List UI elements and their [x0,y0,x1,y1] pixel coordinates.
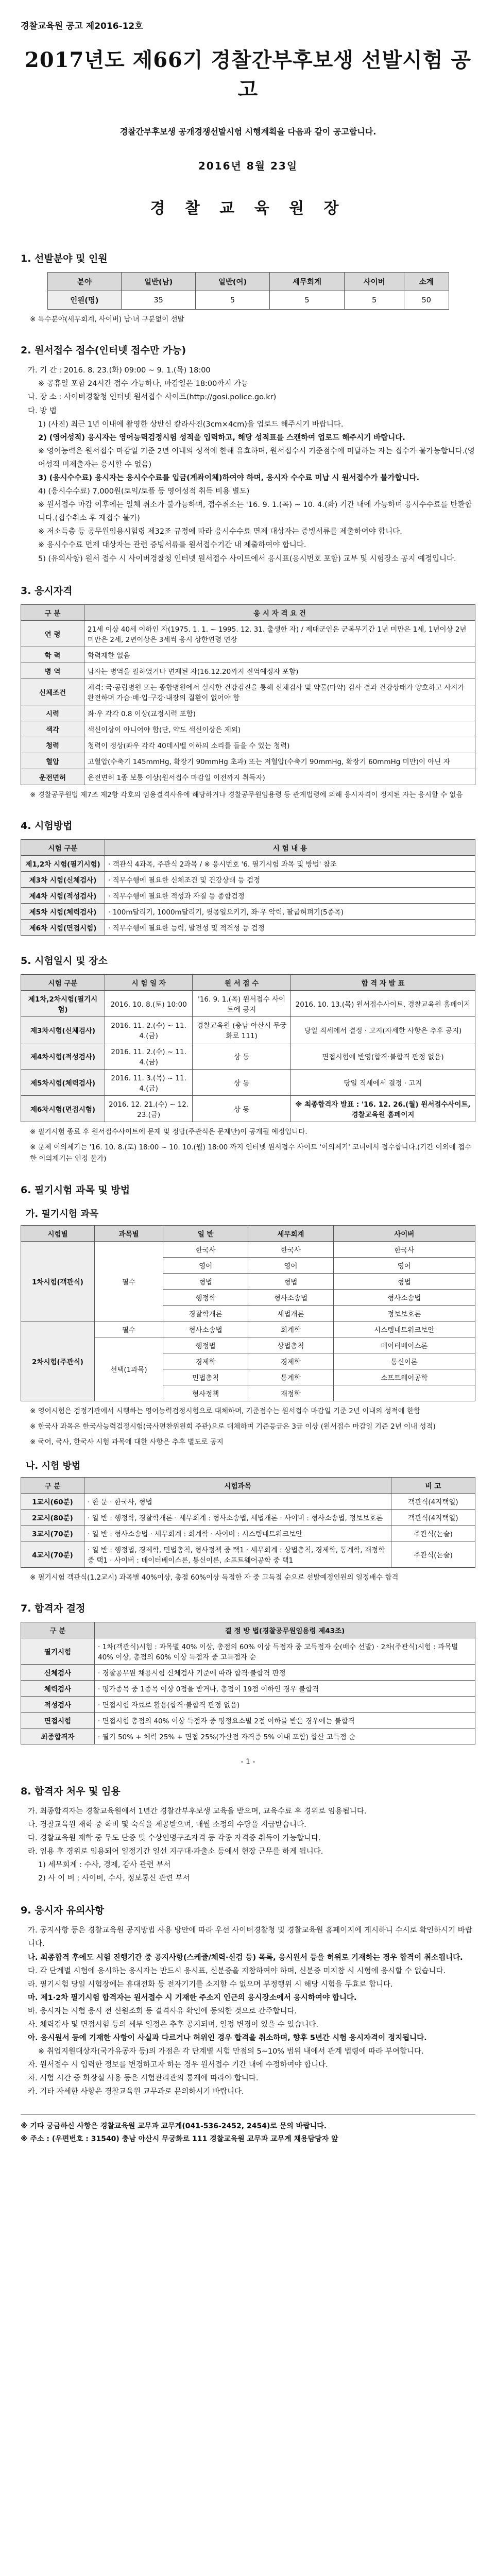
table-cell: 상 동 [193,1069,291,1095]
table-header: 소계 [404,273,449,291]
text-line: 다. 각 단계별 시험에 응시하는 응시자는 반드시 응시표, 신분증을 지참하여야 하며, 신분증 미지참 시 시험에 응시할 수 없습니다. [28,1967,446,1975]
table-cell: · 객관식 4과목, 주관식 2과목 / ※ 응시번호 '6. 필기시험 과목 및 방법' 참조 [105,855,475,871]
table-cell: 영어 [248,1257,333,1273]
text-line: 4) (응시수수료) 7,000원(토익/토플 등 영어성적 취득 비용 별도) [38,487,250,496]
table-cell: 제5차시험(체력검사) [21,1069,105,1095]
contact-footer [21,2114,475,2146]
table-header: 합 격 자 발 표 [290,974,475,990]
table-header: 사이버 [345,273,404,291]
section-1-title: 1. 선발분야 및 인원 [21,253,108,264]
table-header: 세무회계 [269,273,344,291]
eligibility-table [21,604,475,785]
table-cell: 당일 직세에서 결정 · 고지 [290,1069,475,1095]
table-header: 시 험 일 자 [105,974,193,990]
text-line: 나. 경찰교육원 재학 중 학비 및 숙식을 제공받으며, 매월 소정의 수당을 지급받습니다. [28,1820,306,1829]
table-cell: 제4차시험(적성검사) [21,1043,105,1069]
table-cell: 2016. 11. 2.(수) ~ 11. 4.(금) [105,1043,193,1069]
table-header: 세무회계 [248,1225,333,1241]
table-cell: 형법 [163,1273,248,1289]
text-line: ※ 응시수수료 면제 대상자는 관련 증빙서류를 원서접수기간 내 제출하여야 합니다. [38,541,306,550]
table-cell: 2016. 10. 8.(토) 10:00 [105,990,193,1016]
text-line: 자. 원서접수 시 입력한 정보를 변경하고자 하는 경우 원서접수 기간 내에 수정하여야 합니다. [28,2061,328,2070]
table-cell: 2차시험(주관식) [21,1321,95,1401]
text-line: 라. 임용 후 경위로 임용되어 일정기간 일선 지구대·파출소 등에서 현장 근무를 하게 됩니다. [28,1848,323,1856]
table-cell: 혈압 [21,753,84,769]
text-line: 2) (영어성적) 응시자는 영어능력검정시험 성적을 입력하고, 해당 성적표를 스캔하여 업로드 해주시기 바랍니다. [38,433,405,442]
table-cell: 형사소송법 [163,1321,248,1337]
table-cell: 면접시험에 반영(합격·불합격 판정 없음) [290,1043,475,1069]
table-cell: 청력이 정상(좌우 각각 40데시벨 이하의 소리를 들을 수 있는 청력) [84,737,475,753]
table-header: 비 고 [391,1477,475,1493]
contact-line: ※ 기타 궁금하신 사항은 경찰교육원 교무과 교무계(041-536-2452, 2454)로 문의 바랍니다. [21,2122,327,2130]
table-cell: 제3차시험(신체검사) [21,1016,105,1043]
table-header: 시험 구분 [21,839,105,855]
text-line: 2) 사 이 버 : 사이버, 수사, 정보통신 관련 부서 [38,1874,190,1883]
table-cell: 상 동 [193,1043,291,1069]
text-line: 마. 제1·2차 필기시험 합격자는 원서접수 시 기재한 주소지 인근의 응시장소에서 응시하여야 합니다. [28,1993,357,2002]
table-cell: '16. 9. 1.(목) 원서접수 사이트에 공지 [193,990,291,1016]
table-cell: 4교시(70분) [21,1541,84,1567]
page-number: - 1 - [241,1757,255,1766]
notice-date: 2016년 8월 23일 [198,160,298,172]
section-note: ※ 문제 이의제기는 '16. 10. 8.(토) 18:00 ~ 10. 10.(월) 18:00 까지 인터넷 원서접수 사이트 '이의제기' 코너에서 접수합니다.(기간 이외에 접수한 이의제기는 인정 불가) [30,1143,472,1163]
table-cell: 선택(1과목) [95,1337,163,1401]
table-header: 일반(남) [122,273,196,291]
section-8-title: 8. 합격자 처우 및 임용 [21,1785,121,1797]
table-cell: 필수 [95,1321,163,1337]
table-cell: 35 [122,291,196,310]
table-cell: 5 [269,291,344,310]
table-cell: 학력제한 없음 [84,647,475,663]
exam-method-table [21,839,475,936]
table-cell: 정보보호론 [333,1305,475,1321]
section-2-title: 2. 원서접수 접수(인터넷 접수만 가능) [21,345,186,357]
table-cell: 행정학 [163,1289,248,1305]
table-cell: 형사소송법 [248,1289,333,1305]
section-note: ※ 영어시험은 검정기관에서 시행하는 영어능력검정시험으로 대체하며, 기준점수는 원서접수 마감일 기준 2년 이내의 성적에 한함 [30,1406,421,1415]
text-line: 아. 응시원서 등에 기재한 사항이 사실과 다르거나 허위인 경우 합격을 취소하며, 향후 5년간 시험 응시자격이 정지됩니다. [28,2034,427,2043]
table-cell: · 1차(객관식)시험 : 과목별 40% 이상, 총점의 60% 이상 득점자 중 고득점자 순(배수 선발) · 2차(주관식)시험 : 과목별 40% 이상, 총점의 60% 이상 득점자 중 고득점자 순 [95,1638,475,1664]
text-line: 가. 공지사항 등은 경찰교육원 공지방법 사용 방안에 따라 우선 사이버경찰청 및 경찰교육원 홈페이지에 게시하니 수시로 확인하시기 바랍니다. [28,1926,472,1948]
table-cell: 소프트웨어공학 [333,1369,475,1385]
table-cell: 남자는 병역을 필하였거나 면제된 자(16.12.20까지 전역예정자 포함) [84,663,475,679]
table-cell: 한국사 [163,1241,248,1257]
table-cell: 제5차 시험(체력검사) [21,903,105,919]
table-cell: 병 역 [21,663,84,679]
table-header: 시험별 [21,1225,95,1241]
table-cell: 운전면허 1종 보통 이상(원서접수 마감일 이전까지 취득자) [84,769,475,785]
table-cell: 학 력 [21,647,84,663]
table-cell: 민법총칙 [163,1369,248,1385]
section-7-title: 7. 합격자 결정 [21,1602,85,1614]
table-cell: 경제학 [163,1353,248,1369]
section-6-title: 6. 필기시험 과목 및 방법 [21,1184,130,1196]
text-line: 가. 기 간 : 2016. 8. 23.(화) 09:00 ~ 9. 1.(목) 18:00 [28,366,211,375]
table-cell: 형사정책 [163,1385,248,1401]
table-cell: 영어 [333,1257,475,1273]
text-line: 바. 응시자는 시험 응시 전 신원조회 등 결격사유 확인에 동의한 것으로 간주합니다. [28,2007,297,2015]
table-cell: 운전면허 [21,769,84,785]
table-header: 일반(여) [196,273,270,291]
table-header: 사이버 [333,1225,475,1241]
section-note: ※ 필기시험 객관식(1,2교시) 과목별 40%이상, 총점 60%이상 득점한 자 중 고득점 순으로 선발예정인원의 일정배수 합격 [30,1573,399,1582]
text-line: 차. 시험 시간 중 화장실 사용 등은 시험관리관의 통제에 따라야 합니다. [28,2074,259,2083]
table-cell: 필수 [95,1241,163,1321]
table-header: 구 분 [21,1622,95,1638]
section-9-title: 9. 응시자 유의사항 [21,1905,105,1917]
table-cell: 시스템네트워크보안 [333,1321,475,1337]
subsection-title: 나. 시험 방법 [26,1460,81,1471]
table-cell: · 필기 50% + 체력 25% + 면접 25%(가산점 자격증 5% 이내 포함) 합산 고득점 순 [95,1728,475,1744]
table-header: 응 시 자 격 요 건 [84,604,475,620]
text-line: 1) (사진) 최근 1년 이내에 촬영한 상반신 칼라사진(3cm×4cm)을 업로드 해주시기 바랍니다. [38,420,344,429]
table-cell: 21세 이상 40세 이하인 자(1975. 1. 1. ~ 1995. 12. 31. 출생한 자) / 제대군인은 군복무기간 1년 미만은 1세, 1년이상 2년미만은 2세, 2년이상은 3세씩 응시 상한연령 연장 [84,620,475,647]
table-cell: 객관식(4지택일) [391,1509,475,1525]
text-line: 5) (유의사항) 원서 접수 시 사이버경찰청 인터넷 원서접수 사이트에서 응시표(응시번호 포함) 교부 및 시험장소 공지 예정입니다. [38,554,456,563]
issuing-agency: 경 찰 교 육 원 장 [150,199,346,217]
table-cell: 필기시험 [21,1638,95,1664]
text-line: ※ 저소득층 등 공무원임용시험령 제32조 규정에 따라 응시수수료 면제 대상자는 증빙서류를 제출하여야 합니다. [38,528,402,536]
text-line: 3) (응시수수료) 응시자는 응시수수료를 입금(계좌이체)하여야 하며, 응시자 수수료 미납 시 원서접수가 불가합니다. [38,474,420,483]
address-line: ※ 주소 : (우편번호 : 31540) 충남 아산시 무궁화로 111 경찰교육원 교무과 교무계 채용담당자 앞 [21,2134,338,2143]
recruit-table [47,272,449,310]
table-cell: 제1차,2차시험(필기시험) [21,990,105,1016]
text-line: ※ 원서접수 마감 이후에는 일체 취소가 불가능하며, 접수취소는 '16. 9. 1.(목) ~ 10. 4.(화) 기간 내에 가능하며 응시수수료를 반환합니다.(접수취소 후 재접수 불가) [38,501,472,523]
table-cell: 상법총칙 [248,1337,333,1353]
table-cell: 경제학 [248,1353,333,1369]
table-cell: 제1,2차 시험(필기시험) [21,855,105,871]
table-header: 시험과목 [84,1477,391,1493]
table-cell: 시력 [21,705,84,721]
table-cell: · 직무수행에 필요한 적성과 자질 등 종합검정 [105,887,475,903]
section-note: ※ 특수분야(세무회계, 사이버) 남·녀 구분없이 선발 [30,315,184,324]
section-4-title: 4. 시험방법 [21,820,73,832]
table-cell: 재정학 [248,1385,333,1401]
text-line: 카. 기타 자세한 사항은 경찰교육원 교무과로 문의하시기 바랍니다. [28,2088,244,2096]
table-cell: 적성검사 [21,1696,95,1712]
table-cell: 면접시험 [21,1712,95,1728]
table-cell: · 평가종목 중 1종목 이상 0점을 받거나, 총점이 19점 이하인 경우 불합격 [95,1680,475,1696]
table-cell: 최종합격자 [21,1728,95,1744]
section-5-title: 5. 시험일시 및 장소 [21,955,108,967]
notice-number: 경찰교육원 공고 제2016-12호 [21,21,143,31]
table-cell: 제6차 시험(면접시험) [21,919,105,935]
table-cell: 당일 직세에서 결정 · 고지(자세한 사항은 추후 공지) [290,1016,475,1043]
subsection-title: 가. 필기시험 과목 [26,1208,99,1219]
schedule-table [21,974,475,1122]
text-line: 다. 경찰교육원 재학 중 무도 단증 및 수상인명구조자격 등 각종 자격증 취득이 가능합니다. [28,1834,321,1842]
subjects-table [21,1225,475,1401]
table-cell: 5 [345,291,404,310]
table-header: 구 분 [21,1477,84,1493]
table-cell: 연 령 [21,620,84,647]
table-cell: · 한 문 · 한국사, 형법 [84,1493,391,1509]
table-cell: 회계학 [248,1321,333,1337]
table-cell: 고혈압(수축기 145mmHg, 확장기 90mmHg 초과) 또는 저혈압(수축기 90mmHg, 확장기 60mmHg 미만)이 아닌 자 [84,753,475,769]
text-line: 사. 체력검사 및 면접시험 등의 세부 일정은 추후 공지되며, 일정 변경이 있을 수 있습니다. [28,2021,318,2029]
table-cell: · 100m달리기, 1000m달리기, 윗몸일으키기, 좌·우 악력, 팔굽혀펴기(5종목) [105,903,475,919]
table-cell: · 면접시험 자료로 활용(합격·불합격 판정 없음) [95,1696,475,1712]
table-cell: 청력 [21,737,84,753]
table-cell: 형사소송법 [333,1289,475,1305]
table-cell: 형법 [248,1273,333,1289]
section-note: ※ 한국사 과목은 한국사능력검정시험(국사편찬위원회 주관)으로 대체하며 기준등급은 3급 이상 (원서접수 마감일 기준 2년 이내 성적) [30,1422,436,1431]
text-line: ※ 영어능력은 원서접수 마감일 기준 2년 이내의 성적에 한해 유효하며, 원서접수시 기준점수에 미달하는 자는 접수가 불가능합니다.(영어성적 미제출자는 응시할 수 없음) [38,447,475,469]
table-cell: 신체검사 [21,1664,95,1680]
table-cell: · 면접시험 총점의 40% 이상 득점자 중 평정요소별 2점 이하를 받은 경우에는 불합격 [95,1712,475,1728]
section-note: ※ 필기시험 종료 후 원서접수사이트에 문제 및 정답(주관식은 문제만)이 공개될 예정입니다. [30,1127,307,1136]
table-header: 과목별 [95,1225,163,1241]
pass-decision-table [21,1622,475,1744]
table-cell: · 직무수행에 필요한 신체조건 및 건강상태 등 검정 [105,871,475,887]
table-cell: 2016. 11. 3.(목) ~ 11. 4.(금) [105,1069,193,1095]
table-cell: 주관식(논술) [391,1541,475,1567]
table-cell: 인원(명) [47,291,122,310]
table-cell: · 경찰공무원 채용시험 신체검사 기준에 따라 합격·불합격 판정 [95,1664,475,1680]
table-cell: 영어 [163,1257,248,1273]
text-line: 1) 세무회계 : 수사, 경제, 감사 관련 부서 [38,1861,171,1870]
table-cell: 객관식(4지택일) [391,1493,475,1509]
table-cell: 색신이상이 아니어야 함(단, 약도 색신이상은 제외) [84,721,475,737]
table-cell: 제6차시험(면접시험) [21,1095,105,1122]
table-cell: · 일 반 : 형사소송법 · 세무회계 : 회계학 · 사이버 : 시스템네트워크보안 [84,1525,391,1541]
exam-periods-table [21,1477,475,1568]
text-line: 나. 최종합격 후에도 시험 진행기간 중 공지사항(스케쥴/체력·신검 등) 목록, 응시원서 등을 허위로 기재하는 경우 합격이 취소됩니다. [28,1953,463,1962]
table-cell: 50 [404,291,449,310]
table-cell: 제3차 시험(신체검사) [21,871,105,887]
table-cell: 좌·우 각각 0.8 이상(교정시력 포함) [84,705,475,721]
table-cell: 데이터베이스론 [333,1337,475,1353]
text-line: 가. 최종합격자는 경찰교육원에서 1년간 경찰간부후보생 교육을 받으며, 교육수료 후 경위로 임용됩니다. [28,1807,367,1816]
table-cell: 상 동 [193,1095,291,1122]
table-header: 일 반 [163,1225,248,1241]
section-3-title: 3. 응시자격 [21,585,73,597]
table-header: 시험 구분 [21,974,105,990]
table-header: 구 분 [21,604,84,620]
table-cell: · 직무수행에 필요한 능력, 발전성 및 적격성 등 검정 [105,919,475,935]
table-cell: 행정법 [163,1337,248,1353]
table-cell [333,1385,475,1401]
table-cell: 경찰학개론 [163,1305,248,1321]
table-cell: 세법개론 [248,1305,333,1321]
table-cell: 형법 [333,1273,475,1289]
table-cell: ※ 최종합격자 발표 : '16. 12. 26.(월) 원서접수사이트, 경찰교육원 홈페이지 [290,1095,475,1122]
table-header: 원 서 접 수 [193,974,291,990]
table-cell: · 일 반 : 행정학, 경찰학개론 · 세무회계 : 형사소송법, 세법개론 · 사이버 : 형사소송법, 정보보호론 [84,1509,391,1525]
table-cell: 1차시험(객관식) [21,1241,95,1321]
table-cell: 2016. 11. 2.(수) ~ 11. 4.(금) [105,1016,193,1043]
table-header: 시 험 내 용 [105,839,475,855]
text-line: ※ 공휴일 포함 24시간 접수 가능하나, 마감일은 18:00까지 가능 [38,380,249,388]
table-cell: 경찰교육원 (충남 아산시 무궁화로 111) [193,1016,291,1043]
table-cell: 통신이론 [333,1353,475,1369]
table-cell: 1교시(60분) [21,1493,84,1509]
intro-text: 경찰간부후보생 공개경쟁선발시험 시행계획을 다음과 같이 공고합니다. [119,127,377,137]
table-cell: 신체조건 [21,679,84,705]
table-cell: 한국사 [333,1241,475,1257]
table-cell: 제4차 시험(적성검사) [21,887,105,903]
section-note: ※ 국어, 국사, 한국사 시험 과목에 대한 사항은 추후 별도로 공지 [30,1438,224,1447]
table-cell: · 일 반 : 행정법, 경제학, 민법총칙, 형사정책 중 택1 · 세무회계 : 상법총칙, 경제학, 통계학, 재정학 중 택1 · 사이버 : 데이터베이스론, 통신이론, 소프트웨어공학 중 택1 [84,1541,391,1567]
table-cell: 5 [196,291,270,310]
page-title: 2017년도 제66기 경찰간부후보생 선발시험 공고 [25,48,471,101]
table-cell: 2교시(80분) [21,1509,84,1525]
table-header: 결 정 방 법(경찰공무원임용령 제43조) [95,1622,475,1638]
text-line: 라. 필기시험 당일 시험장에는 휴대전화 등 전자기기를 소지할 수 없으며 부정행위 시 해당 시험을 무효로 합니다. [28,1980,393,1989]
table-cell: 3교시(70분) [21,1525,84,1541]
table-cell: 2016. 12. 21.(수) ~ 12. 23.(금) [105,1095,193,1122]
text-line: 나. 장 소 : 사이버경찰청 인터넷 원서접수 사이트(http://gosi.police.go.kr) [28,393,277,402]
table-cell: 체력검사 [21,1680,95,1696]
text-line: 다. 방 법 [28,406,57,415]
table-cell: 통계학 [248,1369,333,1385]
section-note: ※ 경찰공무원법 제7조 제2항 각호의 임용결격사유에 해당하거나 경찰공무원임용령 등 관계법령에 의해 응시자격이 정지된 자는 응시할 수 없음 [30,790,463,799]
table-cell: 주관식(논술) [391,1525,475,1541]
table-header: 분야 [47,273,122,291]
table-cell: 색각 [21,721,84,737]
table-cell: 한국사 [248,1241,333,1257]
table-cell: 체격: 국·공립병원 또는 종합병원에서 실시한 건강검진을 통해 신체검사 및 약물(마약) 검사 결과 건강상태가 양호하고 사지가 완전하며 가슴·배·입·구강·내장의 질환이 없어야 함 [84,679,475,705]
table-cell: 2016. 10. 13.(목) 원서접수사이트, 경찰교육원 홈페이지 [290,990,475,1016]
text-line: ※ 취업지원대상자(국가유공자 등)의 가점은 각 단계별 시험 만점의 5~10% 범위 내에서 관계 법령에 따라 부여합니다. [38,2047,424,2056]
